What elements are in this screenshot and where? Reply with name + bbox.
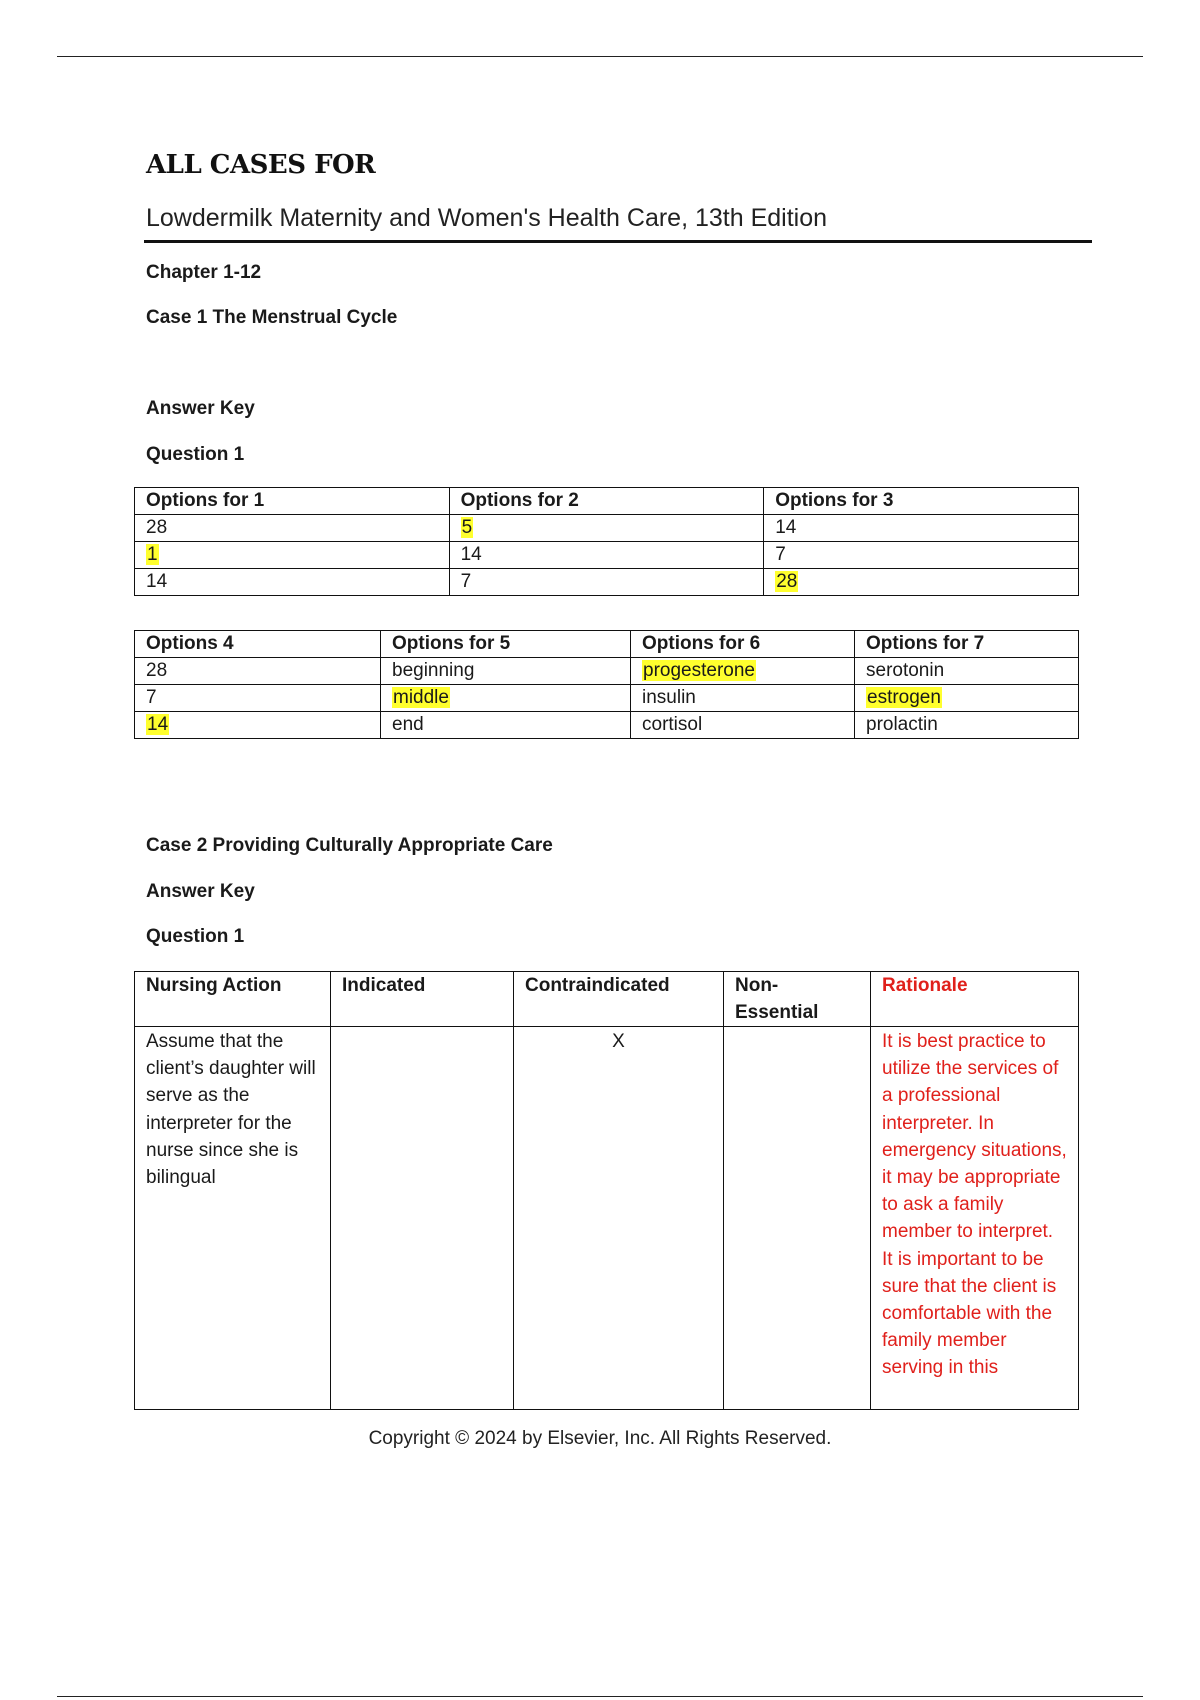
option-text: 7 <box>460 571 472 592</box>
highlighted-answer: 28 <box>776 571 798 592</box>
table-cell <box>381 658 631 685</box>
highlighted-answer: 5 <box>461 517 473 538</box>
rationale-cell: It is best practice to utilize the services of a professional interpreter. In emergency situations, it may be appropriate to ask a family member to interpret. It is important to be sure that the client is comfortable with the family member serving in this <box>871 1027 1079 1410</box>
title-underline <box>144 240 1092 243</box>
case1-question: Question 1 <box>146 444 245 465</box>
option-text: 14 <box>775 517 797 538</box>
table-row <box>135 685 1079 712</box>
table-cell <box>135 658 381 685</box>
page-bottom-rule <box>57 1696 1143 1697</box>
case1-options-table-1 <box>134 487 1079 596</box>
option-text: beginning <box>392 660 475 681</box>
option-text: prolactin <box>866 714 938 735</box>
header-indicated: Indicated <box>331 972 514 1027</box>
option-text: end <box>392 714 424 735</box>
case1-title: Case 1 The Menstrual Cycle <box>146 307 398 328</box>
table-row <box>135 712 1079 739</box>
table-cell <box>764 515 1079 542</box>
header-contraindicated: Contraindicated <box>514 972 724 1027</box>
option-text: 7 <box>775 544 786 565</box>
option-text: 28 <box>146 517 168 538</box>
table-cell <box>855 685 1079 712</box>
table-header-cell: Options for 7 <box>855 631 1079 658</box>
table-cell <box>631 658 855 685</box>
table-cell <box>855 712 1079 739</box>
table-header-cell: Options for 1 <box>135 488 450 515</box>
option-text: 14 <box>146 571 168 592</box>
option-text: insulin <box>642 687 696 708</box>
case2-question: Question 1 <box>146 926 245 947</box>
header-rationale: Rationale <box>871 972 1079 1027</box>
chapter-label: Chapter 1-12 <box>146 262 262 283</box>
table-cell <box>381 712 631 739</box>
case1-answer-key: Answer Key <box>146 398 255 419</box>
table-header-cell: Options for 6 <box>631 631 855 658</box>
table-cell <box>135 712 381 739</box>
highlighted-answer: estrogen <box>867 687 941 708</box>
table-cell <box>449 515 764 542</box>
indicated-cell <box>331 1027 514 1410</box>
page-top-rule <box>57 56 1143 57</box>
highlighted-answer: 14 <box>147 714 169 735</box>
table-header-cell: Options for 5 <box>381 631 631 658</box>
nursing-action-cell: Assume that the client’s daughter will serve as the interpreter for the nurse since she is bilingual <box>135 1027 331 1410</box>
highlighted-answer: progesterone <box>643 660 755 681</box>
table-row <box>135 658 1079 685</box>
table-cell <box>135 569 450 596</box>
table-row <box>135 1027 1079 1410</box>
case2-answer-key: Answer Key <box>146 881 255 902</box>
table-row <box>135 542 1079 569</box>
option-text: serotonin <box>866 660 945 681</box>
header-non-essential: Non-Essential <box>724 972 871 1027</box>
table-cell <box>855 658 1079 685</box>
table-header-cell: Options 4 <box>135 631 381 658</box>
highlighted-answer: middle <box>393 687 449 708</box>
case2-title: Case 2 Providing Culturally Appropriate Care <box>146 835 553 856</box>
table-row <box>135 569 1079 596</box>
header-nursing-action: Nursing Action <box>135 972 331 1027</box>
table-cell <box>135 685 381 712</box>
case2-nursing-action-table <box>134 971 1079 1410</box>
table-header-cell: Options for 3 <box>764 488 1079 515</box>
case1-options-table-2 <box>134 630 1079 739</box>
option-text: 7 <box>146 687 157 708</box>
option-text: 28 <box>146 660 168 681</box>
table-cell <box>764 569 1079 596</box>
table-header-cell: Options for 2 <box>449 488 764 515</box>
table-header-row <box>135 631 1079 658</box>
non-essential-cell <box>724 1027 871 1410</box>
table-cell <box>631 712 855 739</box>
highlighted-answer: 1 <box>147 544 158 565</box>
option-text: cortisol <box>642 714 703 735</box>
option-text: 14 <box>460 544 482 565</box>
table-header-row <box>135 972 1079 1027</box>
table-cell <box>449 569 764 596</box>
table-cell <box>381 685 631 712</box>
document-title: ALL CASES FOR <box>146 150 376 180</box>
table-header-row <box>135 488 1079 515</box>
table-row <box>135 515 1079 542</box>
contraindicated-cell: X <box>514 1027 724 1410</box>
table-cell <box>764 542 1079 569</box>
table-cell <box>135 542 450 569</box>
table-cell <box>631 685 855 712</box>
copyright-footer: Copyright © 2024 by Elsevier, Inc. All Rights Reserved. <box>368 1428 832 1449</box>
table-cell <box>449 542 764 569</box>
table-cell <box>135 515 450 542</box>
document-subtitle: Lowdermilk Maternity and Women's Health Care, 13th Edition <box>146 204 828 232</box>
